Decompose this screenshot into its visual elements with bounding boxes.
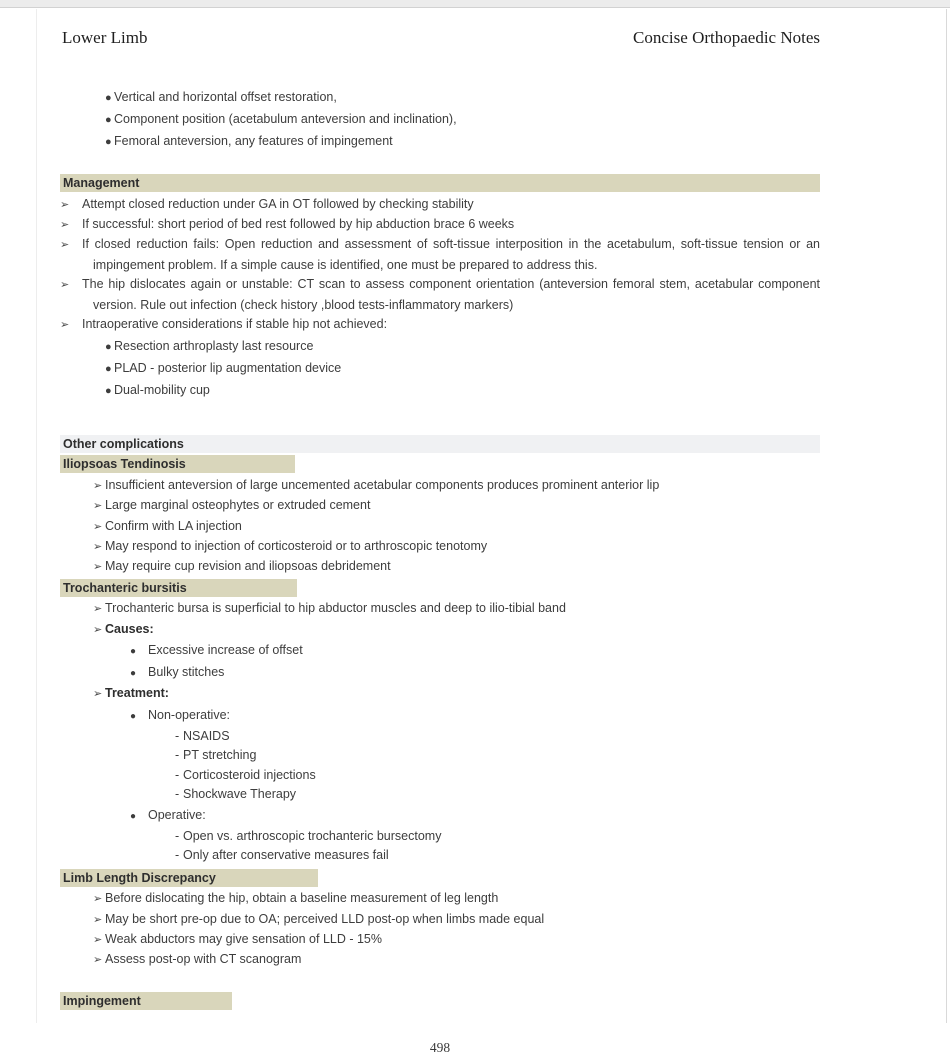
arrow-bullet-icon: ➢ <box>93 479 103 492</box>
list-item: ● Vertical and horizontal offset restoration, <box>60 87 820 109</box>
header-book-title: Concise Orthopaedic Notes <box>633 28 820 47</box>
list-item: - PT stretching <box>60 746 820 766</box>
section-heading-impingement: Impingement <box>60 992 232 1010</box>
list-item: ➢ Trochanteric bursa is superficial to hip abductor muscles and deep to ilio-tibial band <box>93 599 820 619</box>
dash-bullet-icon: - <box>175 748 180 763</box>
arrow-bullet-icon: ➢ <box>93 688 103 701</box>
list-item: ➢ If closed reduction fails: Open reduction and assessment of soft-tissue interposition in the acetabulum, soft-tissue tension or an impingement problem. If a simple cause is identified, one must be prepared to address this. <box>60 237 820 272</box>
list-item: ➢ Before dislocating the hip, obtain a baseline measurement of leg length <box>93 889 820 909</box>
non-operative-label: ● Non-operative: <box>60 705 820 727</box>
bullet-icon: ● <box>105 136 112 148</box>
list-item: ➢ Intraoperative considerations if stable hip not achieved: <box>60 315 820 335</box>
list-item: ➢ Weak abductors may give sensation of LLD - 15% <box>93 930 820 950</box>
page-header <box>60 28 820 47</box>
list-item: ● Component position (acetabulum anteversion and inclination), <box>60 109 820 131</box>
section-heading-management: Management <box>60 174 820 192</box>
arrow-bullet-icon: ➢ <box>93 933 103 946</box>
list-item: - Shockwave Therapy <box>60 785 820 805</box>
list-item: ➢ May respond to injection of corticosteroid or to arthroscopic tenotomy <box>93 537 820 557</box>
intro-bullet-list <box>60 87 820 153</box>
bullet-icon: ● <box>130 810 137 822</box>
list-item: - Open vs. arthroscopic trochanteric bursectomy <box>60 827 820 847</box>
treatment-label: ➢ Treatment: <box>93 684 820 704</box>
arrow-bullet-icon: ➢ <box>60 239 70 252</box>
list-item: ● Dual-mobility cup <box>60 380 820 402</box>
page-left-edge <box>36 9 37 1023</box>
list-item: ➢ Large marginal osteophytes or extruded cement <box>93 496 820 516</box>
arrow-bullet-icon: ➢ <box>60 318 70 331</box>
bullet-icon: ● <box>105 341 112 354</box>
arrow-bullet-icon: ➢ <box>93 541 103 554</box>
arrow-bullet-icon: ➢ <box>93 520 103 533</box>
bullet-icon: ● <box>130 710 137 722</box>
arrow-bullet-icon: ➢ <box>93 603 103 616</box>
intraoperative-options-list <box>60 336 820 402</box>
arrow-bullet-icon: ➢ <box>60 198 70 211</box>
management-list <box>60 195 820 336</box>
bullet-icon: ● <box>130 668 137 680</box>
list-item: ➢ Confirm with LA injection <box>93 517 820 537</box>
bullet-icon: ● <box>105 114 112 126</box>
list-item: - Only after conservative measures fail <box>60 846 820 866</box>
header-chapter-title: Lower Limb <box>62 28 148 47</box>
dash-bullet-icon: - <box>175 787 180 802</box>
list-item: ➢ May be short pre-op due to OA; perceived LLD post-op when limbs made equal <box>93 910 820 930</box>
list-item: ➢ Insufficient anteversion of large uncemented acetabular components produces prominent anterior lip <box>93 476 820 496</box>
document-page <box>60 0 820 1056</box>
arrow-bullet-icon: ➢ <box>60 218 70 231</box>
page-number: 498 <box>429 1039 451 1055</box>
arrow-bullet-icon: ➢ <box>93 623 103 636</box>
list-item: - NSAIDS <box>60 727 820 747</box>
trochanteric-list <box>60 599 820 865</box>
causes-label: ➢ Causes: <box>93 620 820 640</box>
list-item: ● Bulky stitches <box>60 662 820 684</box>
section-heading-other-complications: Other complications <box>60 435 820 453</box>
dash-bullet-icon: - <box>175 767 180 782</box>
limb-length-list <box>60 889 820 971</box>
list-item: ● Femoral anteversion, any features of impingement <box>60 131 820 153</box>
section-heading-trochanteric-bursitis: Trochanteric bursitis <box>60 579 297 597</box>
bullet-icon: ● <box>130 646 137 658</box>
bullet-icon: ● <box>105 363 112 376</box>
section-heading-iliopsoas-tendinosis: Iliopsoas Tendinosis <box>60 455 295 473</box>
arrow-bullet-icon: ➢ <box>93 500 103 513</box>
list-item: ➢ Attempt closed reduction under GA in OT followed by checking stability <box>60 195 820 215</box>
dash-bullet-icon: - <box>175 828 180 843</box>
list-item: ● Resection arthroplasty last resource <box>60 336 820 358</box>
list-item: ➢ The hip dislocates again or unstable: CT scan to assess component orientation (anteversion femoral stem, acetabular component version. Rule out infection (check history ,blood tests-inflammatory markers) <box>60 277 820 312</box>
dash-bullet-icon: - <box>175 848 180 863</box>
operative-label: ● Operative: <box>60 805 820 827</box>
iliopsoas-list <box>60 476 820 578</box>
arrow-bullet-icon: ➢ <box>93 954 103 967</box>
list-item: ● Excessive increase of offset <box>60 640 820 662</box>
arrow-bullet-icon: ➢ <box>93 913 103 926</box>
list-item: - Corticosteroid injections <box>60 766 820 786</box>
page-right-edge <box>946 9 947 1023</box>
dash-bullet-icon: - <box>175 728 180 743</box>
section-heading-limb-length-discrepancy: Limb Length Discrepancy <box>60 869 318 887</box>
list-item: ➢ May require cup revision and iliopsoas debridement <box>93 557 820 577</box>
list-item: ● PLAD - posterior lip augmentation device <box>60 358 820 380</box>
arrow-bullet-icon: ➢ <box>60 279 70 292</box>
arrow-bullet-icon: ➢ <box>93 561 103 574</box>
bullet-icon: ● <box>105 385 112 398</box>
bullet-icon: ● <box>105 92 112 104</box>
list-item: ➢ Assess post-op with CT scanogram <box>93 950 820 970</box>
list-item: ➢ If successful: short period of bed rest followed by hip abduction brace 6 weeks <box>60 215 820 235</box>
arrow-bullet-icon: ➢ <box>93 893 103 906</box>
